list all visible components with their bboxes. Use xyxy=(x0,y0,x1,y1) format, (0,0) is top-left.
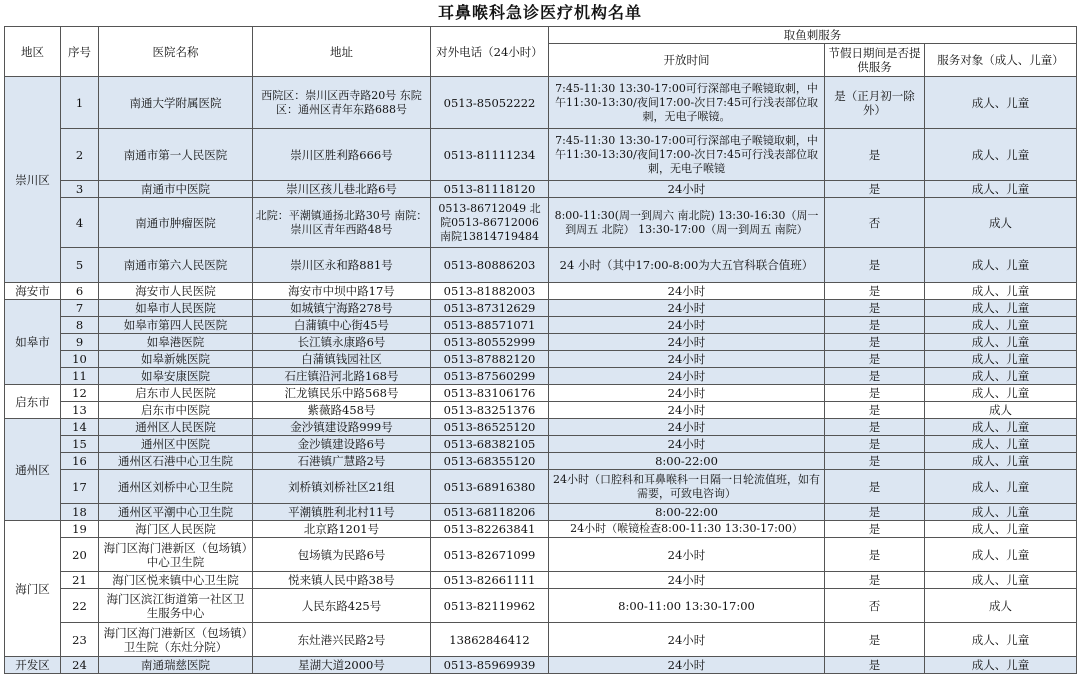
seq-cell: 17 xyxy=(61,470,99,504)
table-row xyxy=(5,453,1077,470)
hospital-name-cell: 通州区平潮中心卫生院 xyxy=(99,504,253,521)
phone-cell: 0513-80886203 xyxy=(431,248,549,283)
table-row xyxy=(5,283,1077,300)
phone-cell: 13862846412 xyxy=(431,623,549,657)
phone-cell: 0513-81118120 xyxy=(431,181,549,198)
hospital-name-cell: 南通大学附属医院 xyxy=(99,77,253,129)
address-cell: 悦来镇人民中路38号 xyxy=(253,572,431,589)
seq-cell: 8 xyxy=(61,317,99,334)
hours-cell: 24小时 xyxy=(549,317,825,334)
header-hospital: 医院名称 xyxy=(99,27,253,77)
hospital-name-cell: 通州区石港中心卫生院 xyxy=(99,453,253,470)
phone-cell: 0513-81882003 xyxy=(431,283,549,300)
hospital-name-cell: 海门区人民医院 xyxy=(99,521,253,538)
address-cell: 人民东路425号 xyxy=(253,589,431,623)
address-cell: 崇川区胜利路666号 xyxy=(253,129,431,181)
hours-cell: 24小时 xyxy=(549,385,825,402)
holiday-cell: 是 xyxy=(825,436,925,453)
target-cell: 成人、儿童 xyxy=(925,453,1077,470)
address-cell: 石港镇广慧路2号 xyxy=(253,453,431,470)
holiday-cell: 是 xyxy=(825,300,925,317)
target-cell: 成人、儿童 xyxy=(925,504,1077,521)
phone-cell: 0513-68118206 xyxy=(431,504,549,521)
phone-cell: 0513-83251376 xyxy=(431,402,549,419)
table-row xyxy=(5,181,1077,198)
holiday-cell: 是 xyxy=(825,419,925,436)
address-cell: 汇龙镇民乐中路568号 xyxy=(253,385,431,402)
seq-cell: 9 xyxy=(61,334,99,351)
phone-cell: 0513-82119962 xyxy=(431,589,549,623)
address-cell: 北院：平潮镇通扬北路30号 南院：崇川区青年西路48号 xyxy=(253,198,431,248)
table-row xyxy=(5,334,1077,351)
table-row xyxy=(5,351,1077,368)
page-title: 耳鼻喉科急诊医疗机构名单 xyxy=(437,3,642,22)
phone-cell: 0513-82263841 xyxy=(431,521,549,538)
region-cell: 海安市 xyxy=(5,283,61,300)
address-cell: 金沙镇建设路6号 xyxy=(253,436,431,453)
phone-cell: 0513-87882120 xyxy=(431,351,549,368)
hours-cell: 24小时（喉镜检查8:00-11:30 13:30-17:00） xyxy=(549,521,825,538)
address-cell: 东灶港兴民路2号 xyxy=(253,623,431,657)
hours-cell: 8:00-22:00 xyxy=(549,453,825,470)
address-cell: 平潮镇胜利北村11号 xyxy=(253,504,431,521)
phone-cell: 0513-68916380 xyxy=(431,470,549,504)
address-cell: 白蒲镇钱园社区 xyxy=(253,351,431,368)
target-cell: 成人、儿童 xyxy=(925,623,1077,657)
hours-cell: 8:00-11:30(周一到周六 南北院) 13:30-16:30（周一到周五 北院） 13:30-17:00（周一到周五 南院） xyxy=(549,198,825,248)
seq-cell: 16 xyxy=(61,453,99,470)
hospital-name-cell: 如皋市人民医院 xyxy=(99,300,253,317)
address-cell: 紫薇路458号 xyxy=(253,402,431,419)
region-cell: 启东市 xyxy=(5,385,61,419)
target-cell: 成人、儿童 xyxy=(925,521,1077,538)
table-row xyxy=(5,198,1077,248)
target-cell: 成人、儿童 xyxy=(925,436,1077,453)
table-row xyxy=(5,248,1077,283)
seq-cell: 13 xyxy=(61,402,99,419)
table-row xyxy=(5,368,1077,385)
region-cell: 海门区 xyxy=(5,521,61,657)
holiday-cell: 是 xyxy=(825,368,925,385)
phone-cell: 0513-81111234 xyxy=(431,129,549,181)
hours-cell: 8:00-11:00 13:30-17:00 xyxy=(549,589,825,623)
seq-cell: 10 xyxy=(61,351,99,368)
hours-cell: 24小时 xyxy=(549,181,825,198)
target-cell: 成人、儿童 xyxy=(925,657,1077,674)
address-cell: 金沙镇建设路999号 xyxy=(253,419,431,436)
holiday-cell: 是 xyxy=(825,334,925,351)
target-cell: 成人 xyxy=(925,589,1077,623)
table-row xyxy=(5,402,1077,419)
seq-cell: 15 xyxy=(61,436,99,453)
table-row xyxy=(5,419,1077,436)
address-cell: 北京路1201号 xyxy=(253,521,431,538)
address-cell: 崇川区永和路881号 xyxy=(253,248,431,283)
phone-cell: 0513-82661111 xyxy=(431,572,549,589)
seq-cell: 1 xyxy=(61,77,99,129)
hospital-name-cell: 如皋安康医院 xyxy=(99,368,253,385)
header-target: 服务对象（成人、儿童） xyxy=(925,44,1077,77)
address-cell: 石庄镇沿河北路168号 xyxy=(253,368,431,385)
phone-cell: 0513-83106176 xyxy=(431,385,549,402)
holiday-cell: 是 xyxy=(825,657,925,674)
table-row xyxy=(5,470,1077,504)
hospital-name-cell: 海门区悦来镇中心卫生院 xyxy=(99,572,253,589)
hours-cell: 24小时 xyxy=(549,538,825,572)
hours-cell: 24小时 xyxy=(549,623,825,657)
hours-cell: 24小时 xyxy=(549,334,825,351)
hospital-table xyxy=(4,26,1077,674)
phone-cell: 0513-80552999 xyxy=(431,334,549,351)
hours-cell: 24 小时（其中17:00-8:00为大五官科联合值班） xyxy=(549,248,825,283)
hospital-name-cell: 海安市人民医院 xyxy=(99,283,253,300)
phone-cell: 0513-86525120 xyxy=(431,419,549,436)
hours-cell: 24小时 xyxy=(549,351,825,368)
hours-cell: 7:45-11:30 13:30-17:00可行深部电子喉镜取刺，中午11:30-13:30/夜间17:00-次日7:45可行浅表部位取刺，无电子喉镜。 xyxy=(549,77,825,129)
address-cell: 西院区：崇川区西寺路20号 东院区：通州区青年东路688号 xyxy=(253,77,431,129)
seq-cell: 19 xyxy=(61,521,99,538)
hospital-name-cell: 南通市第一人民医院 xyxy=(99,129,253,181)
hours-cell: 24小时 xyxy=(549,368,825,385)
target-cell: 成人、儿童 xyxy=(925,181,1077,198)
holiday-cell: 是 xyxy=(825,351,925,368)
holiday-cell: 是 xyxy=(825,283,925,300)
holiday-cell: 是（正月初一除外） xyxy=(825,77,925,129)
header-hours: 开放时间 xyxy=(549,44,825,77)
holiday-cell: 是 xyxy=(825,385,925,402)
address-cell: 崇川区孩儿巷北路6号 xyxy=(253,181,431,198)
table-row xyxy=(5,504,1077,521)
hours-cell: 24小时 xyxy=(549,283,825,300)
seq-cell: 4 xyxy=(61,198,99,248)
hospital-name-cell: 南通市中医院 xyxy=(99,181,253,198)
target-cell: 成人、儿童 xyxy=(925,334,1077,351)
table-row xyxy=(5,129,1077,181)
hospital-name-cell: 通州区刘桥中心卫生院 xyxy=(99,470,253,504)
hours-cell: 24小时 xyxy=(549,436,825,453)
hospital-name-cell: 如皋新姚医院 xyxy=(99,351,253,368)
header-seq: 序号 xyxy=(61,27,99,77)
target-cell: 成人 xyxy=(925,198,1077,248)
phone-cell: 0513-88571071 xyxy=(431,317,549,334)
seq-cell: 23 xyxy=(61,623,99,657)
header-region: 地区 xyxy=(5,27,61,77)
hospital-name-cell: 海门区海门港新区（包场镇）卫生院（东灶分院） xyxy=(99,623,253,657)
holiday-cell: 是 xyxy=(825,623,925,657)
address-cell: 星湖大道2000号 xyxy=(253,657,431,674)
holiday-cell: 是 xyxy=(825,572,925,589)
target-cell: 成人、儿童 xyxy=(925,283,1077,300)
seq-cell: 14 xyxy=(61,419,99,436)
table-row xyxy=(5,300,1077,317)
phone-cell: 0513-68382105 xyxy=(431,436,549,453)
address-cell: 白蒲镇中心街45号 xyxy=(253,317,431,334)
target-cell: 成人、儿童 xyxy=(925,470,1077,504)
table-row xyxy=(5,538,1077,572)
holiday-cell: 否 xyxy=(825,589,925,623)
hospital-name-cell: 通州区人民医院 xyxy=(99,419,253,436)
table-row xyxy=(5,589,1077,623)
target-cell: 成人、儿童 xyxy=(925,129,1077,181)
holiday-cell: 是 xyxy=(825,129,925,181)
phone-cell: 0513-82671099 xyxy=(431,538,549,572)
phone-cell: 0513-86712049 北院0513-86712006 南院13814719484 xyxy=(431,198,549,248)
region-cell: 通州区 xyxy=(5,419,61,521)
header-address: 地址 xyxy=(253,27,431,77)
seq-cell: 11 xyxy=(61,368,99,385)
holiday-cell: 是 xyxy=(825,402,925,419)
region-cell: 如皋市 xyxy=(5,300,61,385)
table-row xyxy=(5,572,1077,589)
hospital-name-cell: 海门区滨江街道第一社区卫生服务中心 xyxy=(99,589,253,623)
hospital-name-cell: 海门区海门港新区（包场镇）中心卫生院 xyxy=(99,538,253,572)
target-cell: 成人、儿童 xyxy=(925,317,1077,334)
hours-cell: 24小时 xyxy=(549,419,825,436)
target-cell: 成人、儿童 xyxy=(925,419,1077,436)
table-row xyxy=(5,317,1077,334)
holiday-cell: 是 xyxy=(825,504,925,521)
hours-cell: 8:00-22:00 xyxy=(549,504,825,521)
hospital-name-cell: 通州区中医院 xyxy=(99,436,253,453)
address-cell: 海安市中坝中路17号 xyxy=(253,283,431,300)
hours-cell: 24小时 xyxy=(549,300,825,317)
target-cell: 成人、儿童 xyxy=(925,368,1077,385)
hospital-name-cell: 南通瑞慈医院 xyxy=(99,657,253,674)
table-row xyxy=(5,77,1077,129)
hospital-name-cell: 启东市中医院 xyxy=(99,402,253,419)
seq-cell: 18 xyxy=(61,504,99,521)
holiday-cell: 是 xyxy=(825,248,925,283)
seq-cell: 6 xyxy=(61,283,99,300)
holiday-cell: 是 xyxy=(825,470,925,504)
header-holiday: 节假日期间是否提供服务 xyxy=(825,44,925,77)
hospital-name-cell: 南通市肿瘤医院 xyxy=(99,198,253,248)
hours-cell: 24小时（口腔科和耳鼻喉科一日隔一日轮流值班，如有需要，可致电咨询） xyxy=(549,470,825,504)
address-cell: 如城镇宁海路278号 xyxy=(253,300,431,317)
holiday-cell: 是 xyxy=(825,521,925,538)
target-cell: 成人、儿童 xyxy=(925,77,1077,129)
holiday-cell: 是 xyxy=(825,538,925,572)
target-cell: 成人、儿童 xyxy=(925,300,1077,317)
seq-cell: 20 xyxy=(61,538,99,572)
target-cell: 成人 xyxy=(925,402,1077,419)
holiday-cell: 否 xyxy=(825,198,925,248)
seq-cell: 22 xyxy=(61,589,99,623)
table-row xyxy=(5,436,1077,453)
phone-cell: 0513-85969939 xyxy=(431,657,549,674)
table-row xyxy=(5,521,1077,538)
phone-cell: 0513-85052222 xyxy=(431,77,549,129)
phone-cell: 0513-87560299 xyxy=(431,368,549,385)
region-cell: 开发区 xyxy=(5,657,61,674)
hours-cell: 24小时 xyxy=(549,657,825,674)
hours-cell: 24小时 xyxy=(549,572,825,589)
holiday-cell: 是 xyxy=(825,453,925,470)
seq-cell: 24 xyxy=(61,657,99,674)
target-cell: 成人、儿童 xyxy=(925,248,1077,283)
target-cell: 成人、儿童 xyxy=(925,351,1077,368)
target-cell: 成人、儿童 xyxy=(925,572,1077,589)
table-row xyxy=(5,385,1077,402)
seq-cell: 21 xyxy=(61,572,99,589)
holiday-cell: 是 xyxy=(825,181,925,198)
phone-cell: 0513-68355120 xyxy=(431,453,549,470)
header-phone: 对外电话（24小时） xyxy=(431,27,549,77)
target-cell: 成人、儿童 xyxy=(925,385,1077,402)
seq-cell: 12 xyxy=(61,385,99,402)
address-cell: 刘桥镇刘桥社区21组 xyxy=(253,470,431,504)
phone-cell: 0513-87312629 xyxy=(431,300,549,317)
hospital-name-cell: 启东市人民医院 xyxy=(99,385,253,402)
hospital-name-cell: 如皋港医院 xyxy=(99,334,253,351)
seq-cell: 7 xyxy=(61,300,99,317)
holiday-cell: 是 xyxy=(825,317,925,334)
hospital-name-cell: 如皋市第四人民医院 xyxy=(99,317,253,334)
seq-cell: 3 xyxy=(61,181,99,198)
hospital-name-cell: 南通市第六人民医院 xyxy=(99,248,253,283)
address-cell: 包场镇为民路6号 xyxy=(253,538,431,572)
header-service-group: 取鱼刺服务 xyxy=(549,27,1077,44)
address-cell: 长江镇永康路6号 xyxy=(253,334,431,351)
seq-cell: 5 xyxy=(61,248,99,283)
hours-cell: 7:45-11:30 13:30-17:00可行深部电子喉镜取刺，中午11:30-13:30/夜间17:00-次日7:45可行浅表部位取刺，无电子喉镜 xyxy=(549,129,825,181)
seq-cell: 2 xyxy=(61,129,99,181)
table-row xyxy=(5,623,1077,657)
table-row xyxy=(5,657,1077,674)
hours-cell: 24小时 xyxy=(549,402,825,419)
region-cell: 崇川区 xyxy=(5,77,61,283)
target-cell: 成人、儿童 xyxy=(925,538,1077,572)
